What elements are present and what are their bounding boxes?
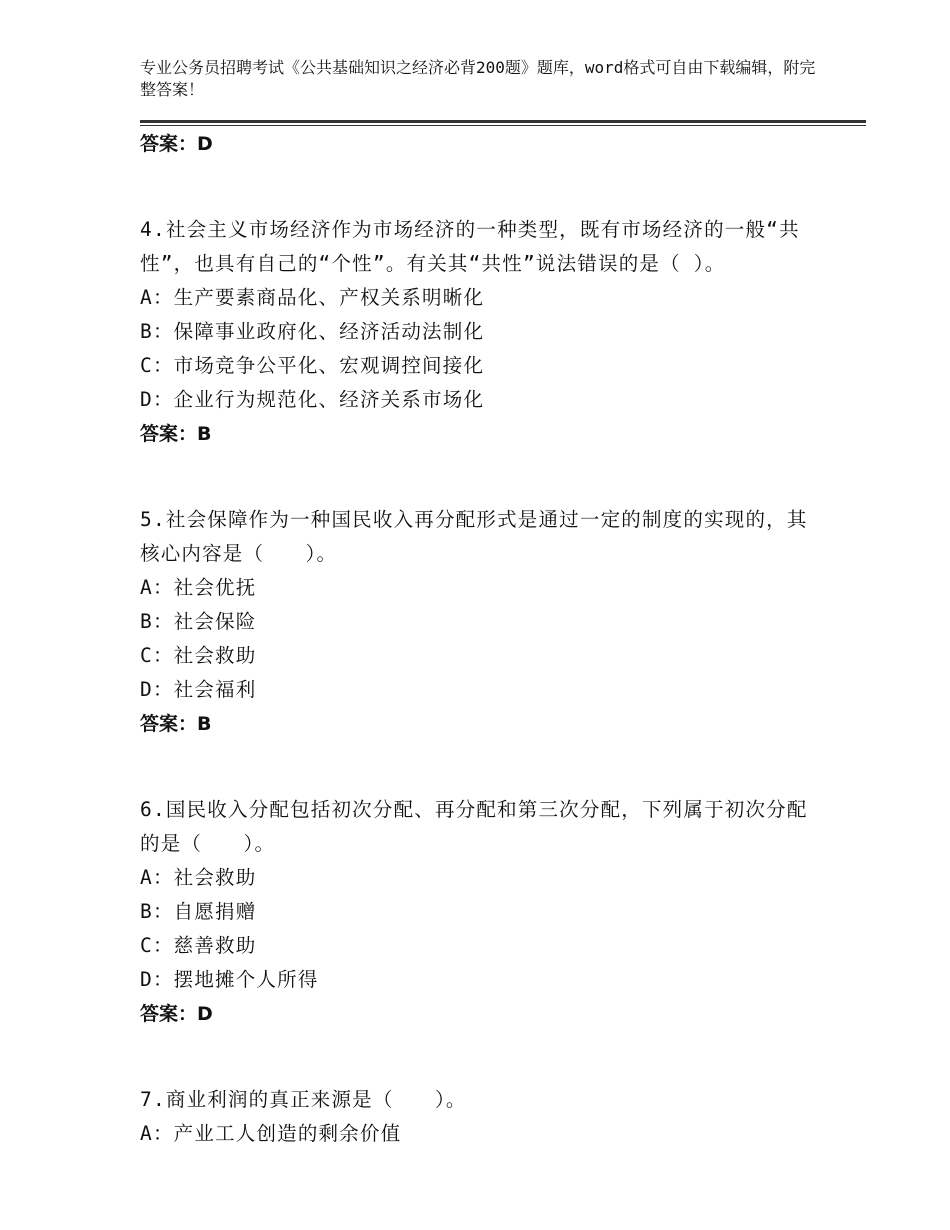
question-6 [140,793,820,1031]
question-5 [140,503,820,741]
question-stem: 5.社会保障作为一种国民收入再分配形式是通过一定的制度的实现的，其核心内容是（ ）。 [140,508,808,565]
option-b: B：社会保险 [140,610,257,633]
page-header: 专业公务员招聘考试《公共基础知识之经济必背200题》题库，word格式可自由下载编辑，附完整答案！ [140,58,816,99]
answer-q5: 答案：B [140,713,212,735]
answer-q6: 答案：D [140,1003,213,1025]
option-a: A：产业工人创造的剩余价值 [140,1122,402,1145]
answer-q3: 答案：D [140,133,213,155]
option-a: A：生产要素商品化、产权关系明晰化 [140,286,485,309]
option-b: B：保障事业政府化、经济活动法制化 [140,320,485,343]
option-b: B：自愿捐赠 [140,900,257,923]
header-divider [140,120,866,126]
option-a: A：社会救助 [140,866,257,889]
option-d: D：摆地摊个人所得 [140,968,319,991]
question-stem: 4.社会主义市场经济作为市场经济的一种类型，既有市场经济的一般“共性”，也具有自己的“个性”。有关其“共性”说法错误的是（ ）。 [140,218,800,275]
question-4 [140,213,820,451]
option-d: D：企业行为规范化、经济关系市场化 [140,388,485,411]
question-list [140,127,820,1151]
question-7 [140,1083,820,1151]
question-stem: 7.商业利润的真正来源是（ ）。 [140,1088,467,1111]
option-c: C：市场竞争公平化、宏观调控间接化 [140,354,485,377]
answer-q4: 答案：B [140,423,212,445]
question-stem: 6.国民收入分配包括初次分配、再分配和第三次分配，下列属于初次分配的是（ ）。 [140,798,808,855]
option-a: A：社会优抚 [140,576,257,599]
option-c: C：社会救助 [140,644,257,667]
option-d: D：社会福利 [140,678,257,701]
option-c: C：慈善救助 [140,934,257,957]
